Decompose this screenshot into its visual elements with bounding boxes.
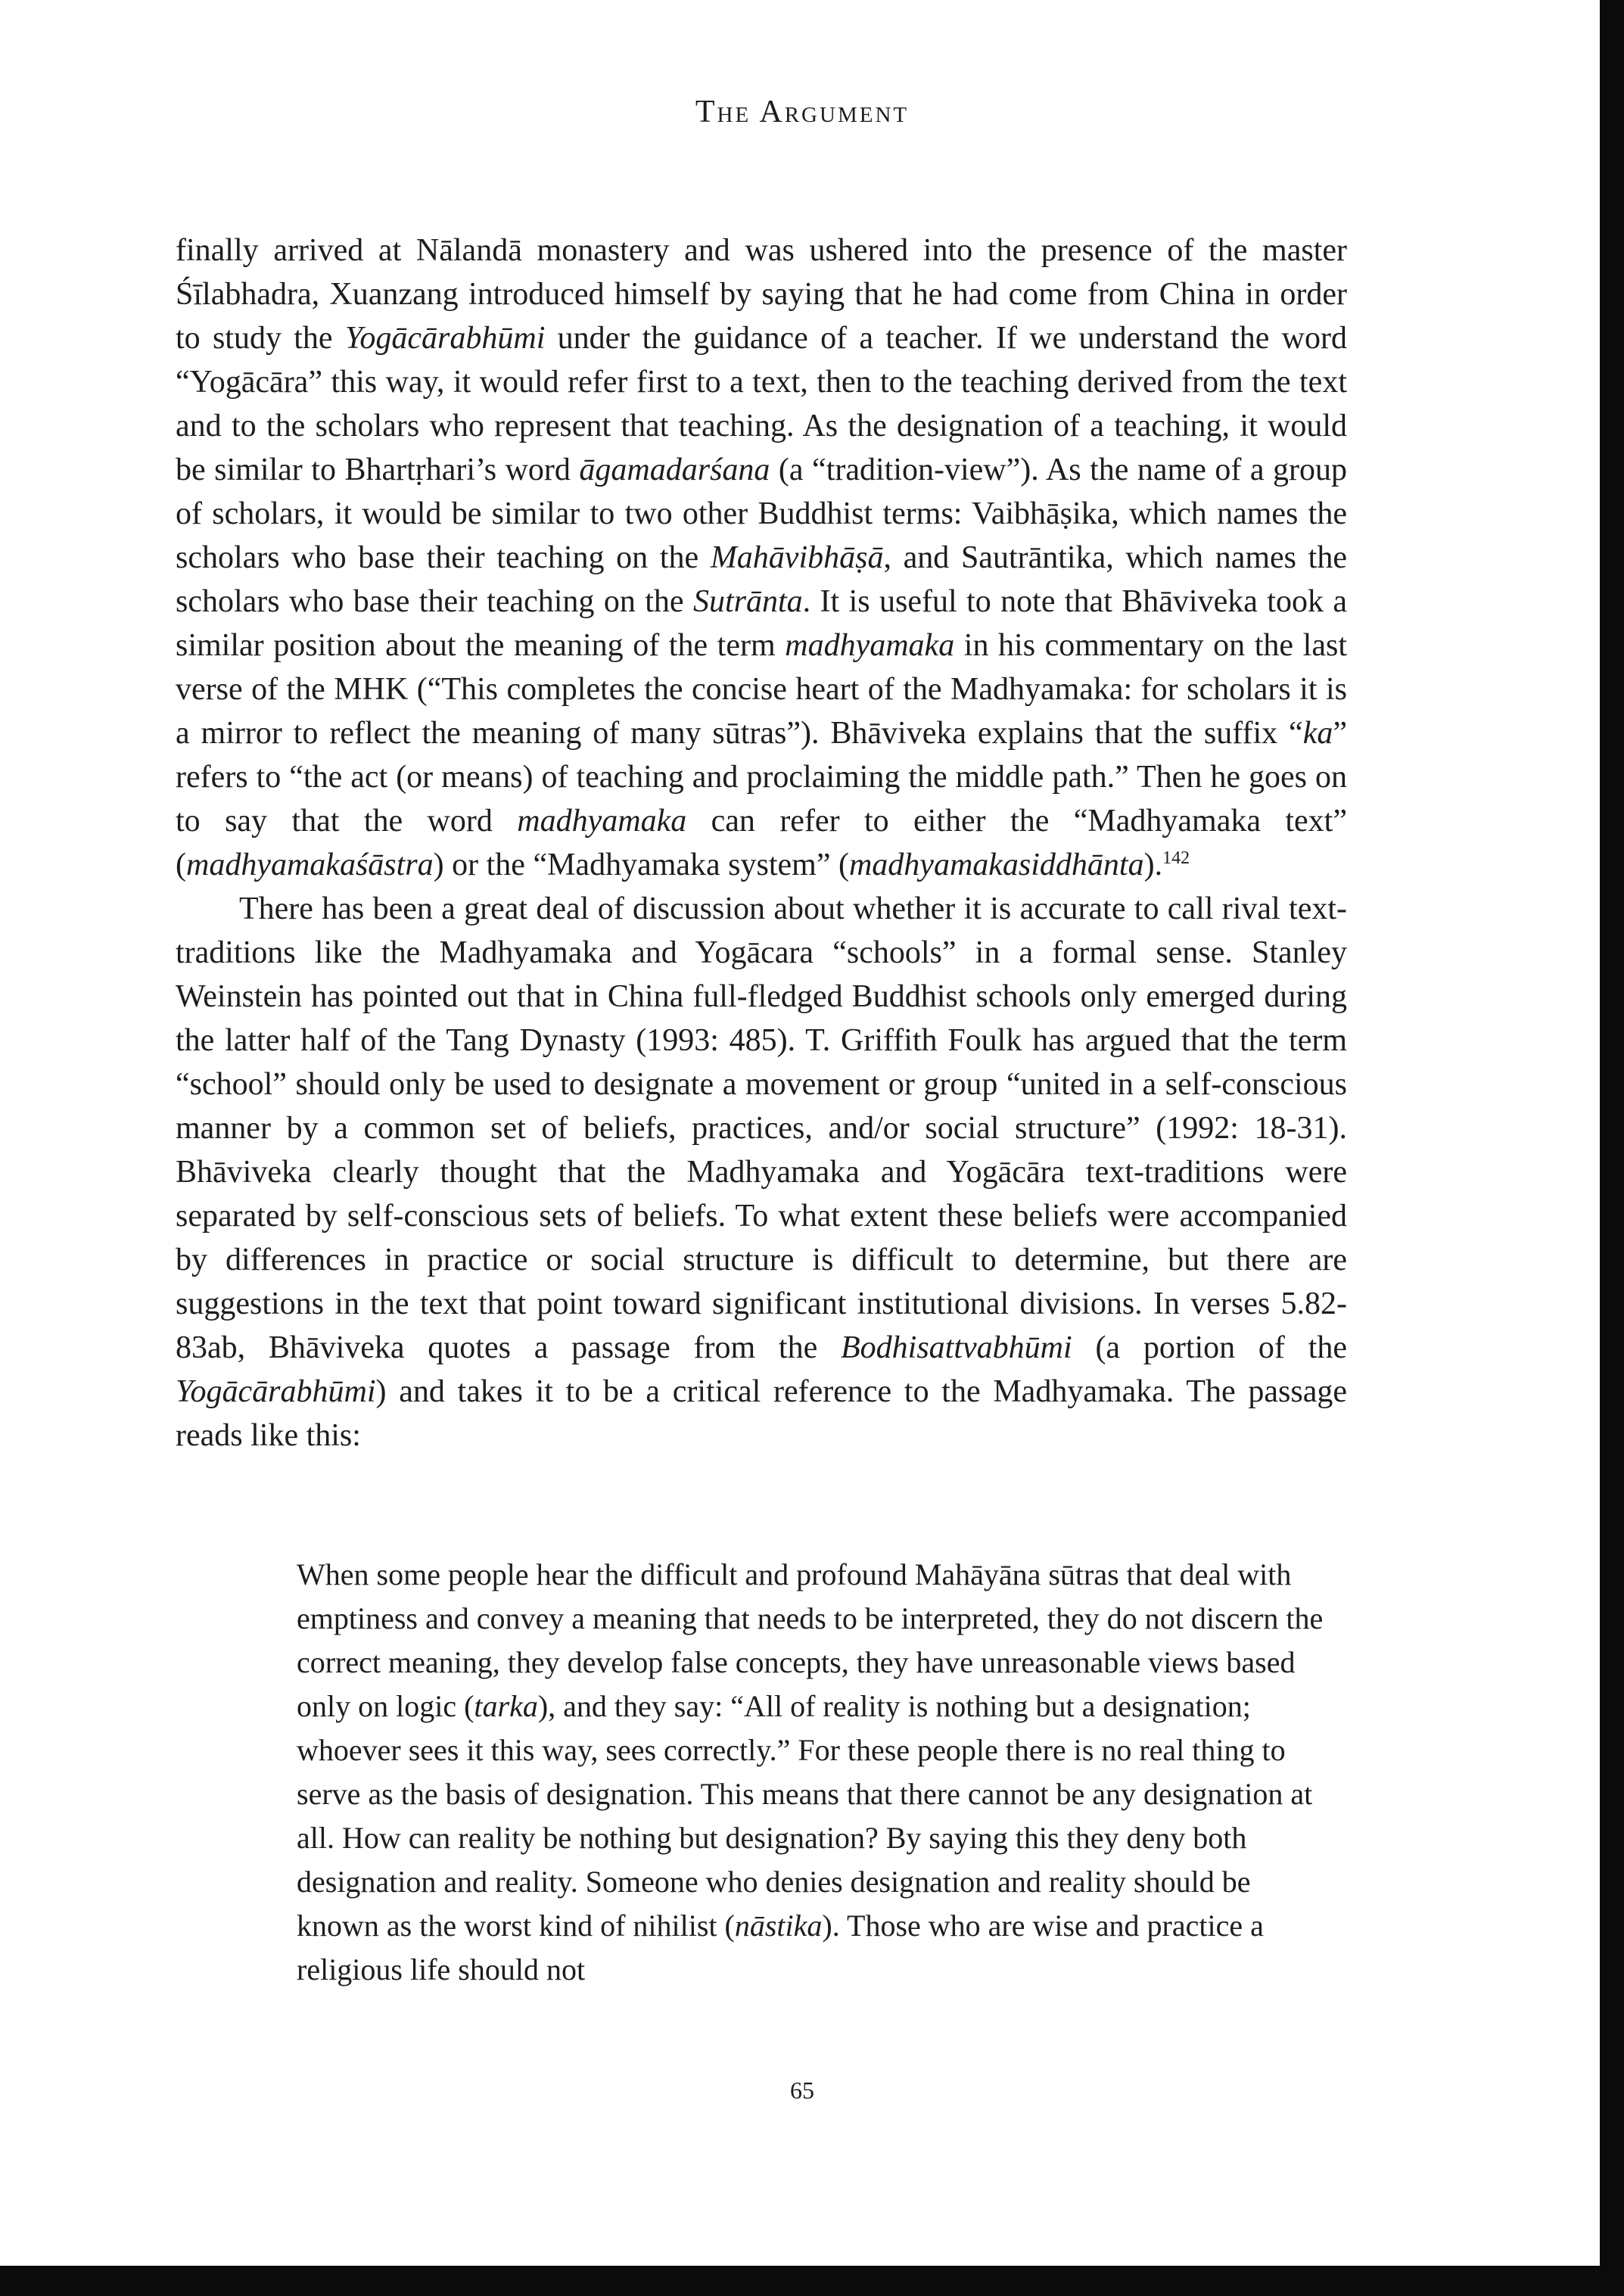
italic-term: āgamadarśana [579,453,770,487]
footnote-ref: 142 [1162,848,1190,868]
italic-term: tarka [474,1689,538,1723]
italic-term: nāstika [734,1909,823,1943]
text-run: under the guidance of a teacher. If we understand the word “Yogācāra” this way, it would refer first to a text, then to the teaching derived from the text and to the scholars who represent that teaching. As the designation of a teaching, it would be similar to Bhartṛhari’s word [176,321,1348,487]
italic-term: ka [1302,716,1333,751]
text-run: , and Sautrāntika, which names the scholars who base their teaching on the [176,540,1347,619]
body-text [176,229,1347,1458]
text-run: finally arrived at Nālandā monastery and was ushered into the presence of the master Śīlabhadra, Xuanzang introduced himself by saying that he had come from China in order to study the [176,233,1347,356]
block-quote-text [297,1553,1338,1992]
text-run: ), and they say: “All of reality is nothing but a designation; whoever sees it this way, sees correctly.” For these people there is no real thing to serve as the basis of designation. This means that there cannot be any designation at all. How can reality be nothing but designation? By saying this they deny both designation and reality. Someone who denies designation and reality should be known as the worst kind of nihilist ( [297,1689,1313,1943]
text-run: ). [1143,848,1163,882]
paragraph-1 [176,229,1347,887]
scan-border-right [1600,0,1624,2296]
italic-term: Yogācārabhūmi [344,321,546,356]
text-run: When some people hear the difficult and profound Mahāyāna sūtras that deal with emptiness and convey a meaning that needs to be interpreted, they do not discern the correct meaning, they develop false concepts, they have unreasonable views based only on logic ( [297,1557,1324,1723]
text-run: can refer to either the “Madhyamaka text” ( [176,804,1347,882]
italic-term: madhyamaka [785,628,955,663]
italic-term: madhyamakaśāstra [186,848,434,882]
italic-term: Mahāvibhāṣā [710,540,884,575]
scan-border-bottom [0,2266,1624,2296]
italic-term: madhyamaka [517,804,687,838]
text-run: ” refers to “the act (or means) of teaching and proclaiming the middle path.” Then he goes on to say that the word [176,716,1347,838]
text-run: (a portion of the [1072,1330,1348,1365]
italic-term: Sutrānta [692,584,803,619]
text-run: ) and takes it to be a critical reference to the Madhyamaka. The passage reads like this: [176,1374,1347,1453]
block-quote [297,1553,1338,1992]
text-run: There has been a great deal of discussion about whether it is accurate to call rival text-traditions like the Madhyamaka and Yogācara “schools” in a formal sense. Stanley Weinstein has pointed out that in China full-fledged Buddhist schools only emerged during the latter half of the Tang Dynasty (1993: 485). T. Griffith Foulk has argued that the term “school” should only be used to designate a movement or group “united in a self-conscious manner by a common set of beliefs, practices, and/or social structure” (1992: 18-31). Bhāviveka clearly thought that the Madhyamaka and Yogācāra text-traditions were separated by self-conscious sets of beliefs. To what extent these beliefs were accompanied by differences in practice or social structure is difficult to determine, but there are suggestions in the text that point toward significant institutional divisions. In verses 5.82-83ab, Bhāviveka quotes a passage from the [176,891,1347,1365]
running-head: The Argument [695,95,910,129]
text-run: ). Those who are wise and practice a religious life should not [297,1909,1264,1986]
text-run: (a “tradition-view”). As the name of a group of scholars, it would be similar to two other Buddhist terms: Vaibhāṣika, which names the scholars who base their teaching on the [176,453,1347,575]
text-run: in his commentary on the last verse of the MHK (“This completes the concise heart of the Madhyamaka: for scholars it is a mirror to reflect the meaning of many sūtras”). Bhāviveka explains that the suffix “ [176,628,1347,751]
text-run: ) or the “Madhyamaka system” ( [433,848,849,882]
italic-term: Yogācārabhūmi [176,1374,376,1409]
page-number: 65 [790,2077,814,2104]
paragraph-2 [176,887,1347,1458]
text-run: . It is useful to note that Bhāviveka took a similar position about the meaning of the term [176,584,1347,663]
italic-term: Bodhisattvabhūmi [841,1330,1072,1365]
italic-term: madhyamakasiddhānta [848,848,1144,882]
